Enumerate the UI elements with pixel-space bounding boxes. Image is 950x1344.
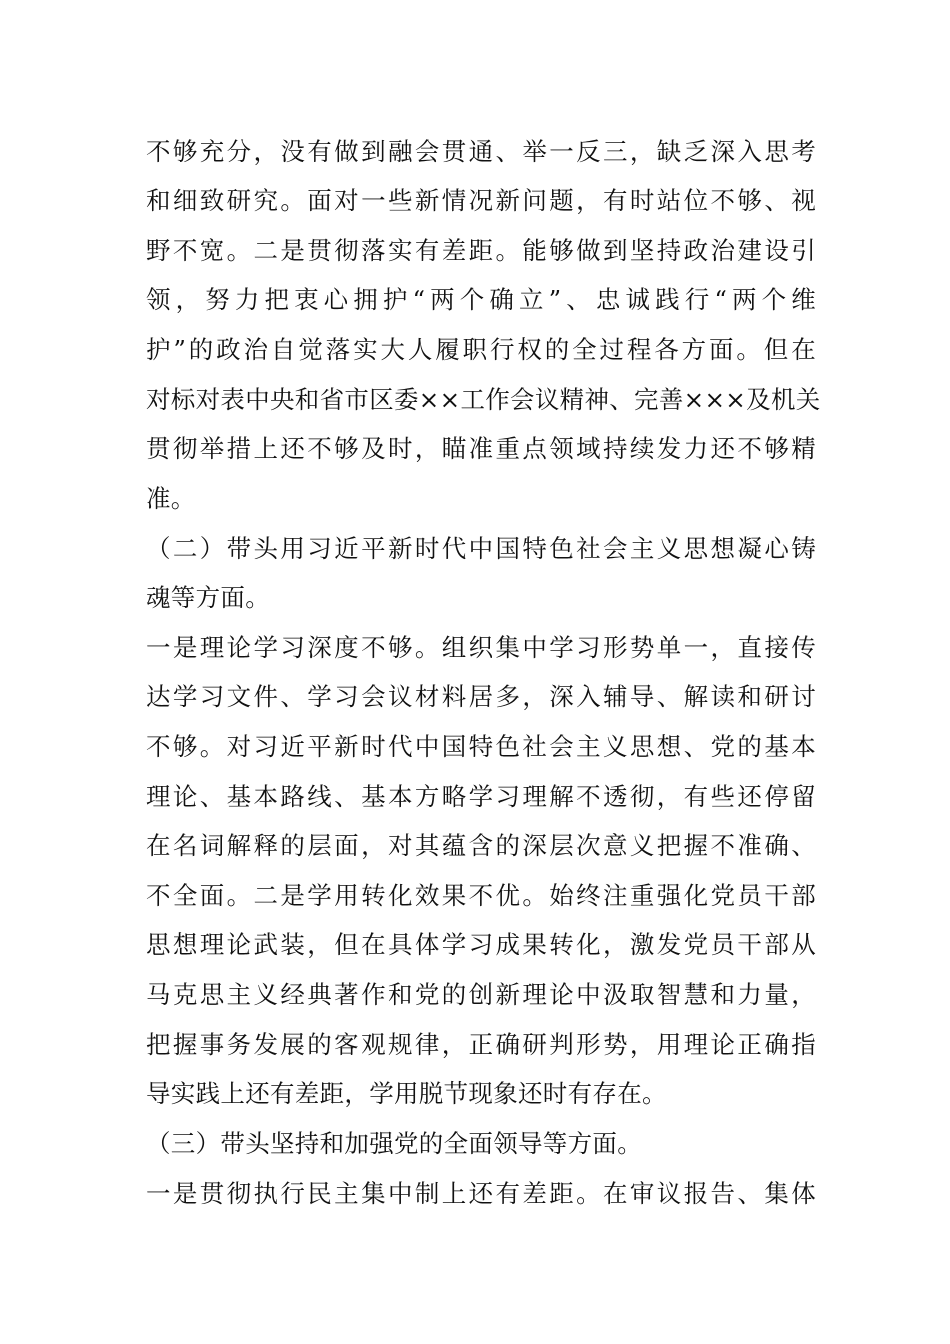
- text-line-14: 理论、基本路线、基本方略学习理解不透彻，有些还停留: [146, 782, 816, 811]
- text-line-5: 护”的政治自觉落实大人履职行权的全过程各方面。但在: [146, 335, 816, 364]
- text-line-13: 不够。对习近平新时代中国特色社会主义思想、党的基本: [146, 732, 816, 761]
- text-line-4: 领，努力把衷心拥护“两个确立”、忠诚践行“两个维: [146, 285, 816, 314]
- text-line-12: 达学习文件、学习会议材料居多，深入辅导、解读和研讨: [146, 682, 816, 711]
- text-line-6: 对标对表中央和省市区委××工作会议精神、完善×××及机关: [146, 385, 821, 414]
- text-line-1: 不够充分，没有做到融会贯通、举一反三，缺乏深入思考: [146, 137, 816, 166]
- text-line-22: 一是贯彻执行民主集中制上还有差距。在审议报告、集体: [146, 1179, 816, 1208]
- text-line-19: 把握事务发展的客观规律，正确研判形势，用理论正确指: [146, 1030, 816, 1059]
- text-line-8: 准。: [146, 484, 196, 513]
- text-line-7: 贯彻举措上还不够及时，瞄准重点领域持续发力还不够精: [146, 434, 816, 463]
- text-line-15: 在名词解释的层面，对其蕴含的深层次意义把握不准确、: [146, 831, 816, 860]
- section-heading-2-line-2: 魂等方面。: [146, 583, 270, 612]
- section-heading-2-line-1: （二）带头用习近平新时代中国特色社会主义思想凝心铸: [146, 534, 816, 563]
- section-heading-3: （三）带头坚持和加强党的全面领导等方面。: [146, 1129, 642, 1158]
- text-line-3: 野不宽。二是贯彻落实有差距。能够做到坚持政治建设引: [146, 236, 816, 265]
- text-line-18: 马克思主义经典著作和党的创新理论中汲取智慧和力量，: [146, 980, 816, 1009]
- text-line-17: 思想理论武装，但在具体学习成果转化，激发党员干部从: [146, 930, 816, 959]
- text-line-16: 不全面。二是学用转化效果不优。始终注重强化党员干部: [146, 881, 816, 910]
- text-line-20: 导实践上还有差距，学用脱节现象还时有存在。: [146, 1079, 667, 1108]
- text-line-2: 和细致研究。面对一些新情况新问题，有时站位不够、视: [146, 186, 816, 215]
- text-line-11: 一是理论学习深度不够。组织集中学习形势单一，直接传: [146, 633, 816, 662]
